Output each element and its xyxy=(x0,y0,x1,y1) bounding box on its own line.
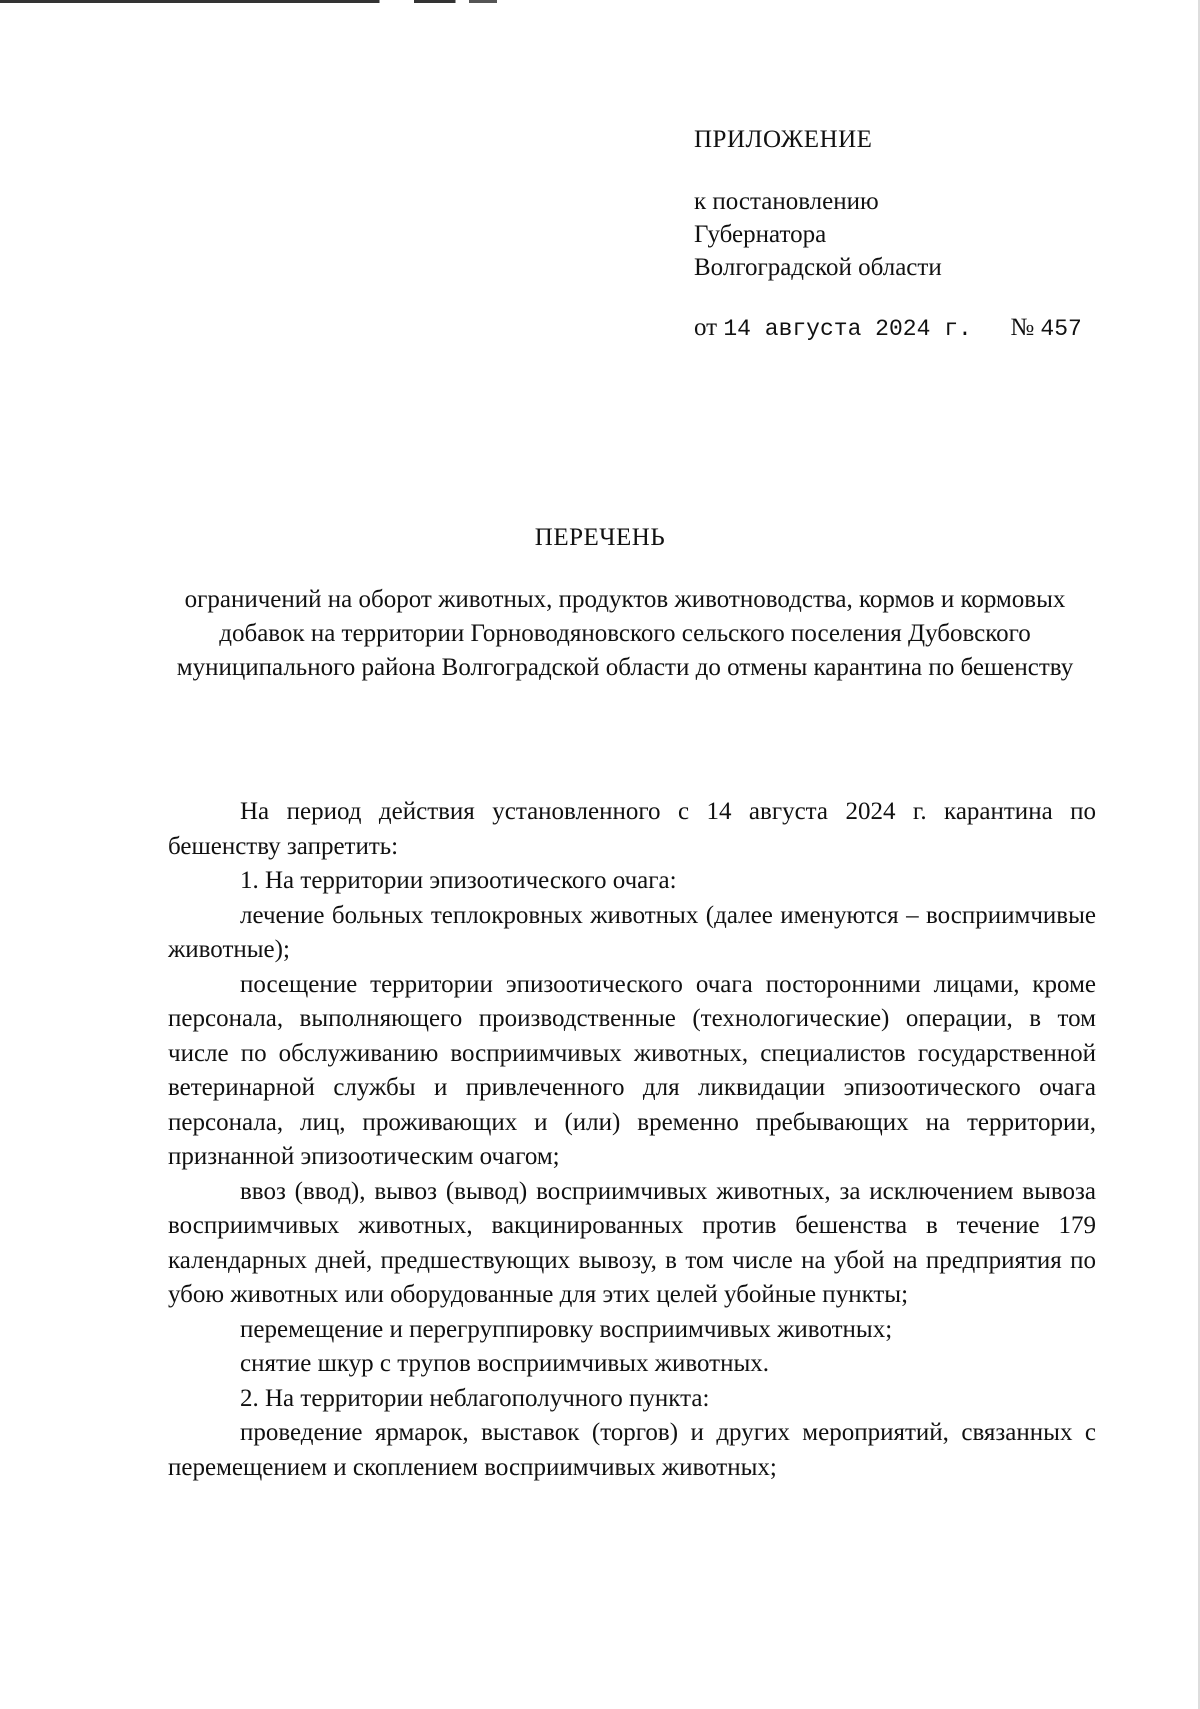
number-value: 457 xyxy=(1040,316,1082,342)
appendix-reference-line: Губернатора xyxy=(694,221,827,248)
body-paragraph: На период действия установленного с 14 августа 2024 г. карантина по бешенству запретить: xyxy=(168,798,1096,860)
date-prefix: от xyxy=(694,314,718,341)
appendix-reference-line: к постановлению xyxy=(694,188,879,215)
document-body xyxy=(168,795,1096,1485)
body-paragraph: ввоз (ввод), вывоз (вывод) восприимчивых животных, за исключением вывоза восприимчивых животных, вакцинированных против бешенства в течение 179 календарных дней, предшествующих вывозу, в том числе на убой на предприятия по убою животных или оборудованные для этих целей убойные пункты; xyxy=(168,1177,1096,1308)
appendix-title: ПРИЛОЖЕНИЕ xyxy=(694,126,873,153)
appendix-reference xyxy=(694,185,1114,284)
document-subtitle: ограничений на оборот животных, продуктов животноводства, кормов и кормовых добавок на территории Горноводяновского сельского поселения Дубовского муниципального района Волгоградской области до отмены карантина по бешенству xyxy=(176,586,1074,681)
body-paragraph: 1. На территории эпизоотического очага: xyxy=(240,867,677,894)
document-title: ПЕРЕЧЕНЬ xyxy=(534,524,666,551)
appendix-reference-line: Волгоградской области xyxy=(694,254,942,281)
body-paragraph: посещение территории эпизоотического очага посторонними лицами, кроме персонала, выполняющего производственные (технологические) операции, в том числе по обслуживанию восприимчивых животных, специалистов государственной ветеринарной службы и привлеченного для ликвидации эпизоотического очага персонала, лиц, проживающих и (или) временно пребывающих на территории, признанной эпизоотическим очагом; xyxy=(168,970,1096,1170)
date-value: 14 августа 2024 г. xyxy=(723,316,972,342)
body-paragraph: перемещение и перегруппировку восприимчивых животных; xyxy=(240,1315,893,1343)
scan-edge-mark xyxy=(0,0,690,3)
appendix-block xyxy=(694,125,1114,346)
body-paragraph: проведение ярмарок, выставок (торгов) и других мероприятий, связанных с перемещением и скоплением восприимчивых животных; xyxy=(168,1419,1096,1481)
body-paragraph: лечение больных теплокровных животных (далее именуются – восприимчивые животные); xyxy=(168,901,1096,963)
body-paragraph: 2. На территории неблагополучного пункта: xyxy=(240,1384,710,1412)
appendix-date-line xyxy=(694,311,1114,346)
body-paragraph: снятие шкур с трупов восприимчивых животных. xyxy=(240,1350,770,1377)
number-sign: № xyxy=(1010,314,1035,341)
